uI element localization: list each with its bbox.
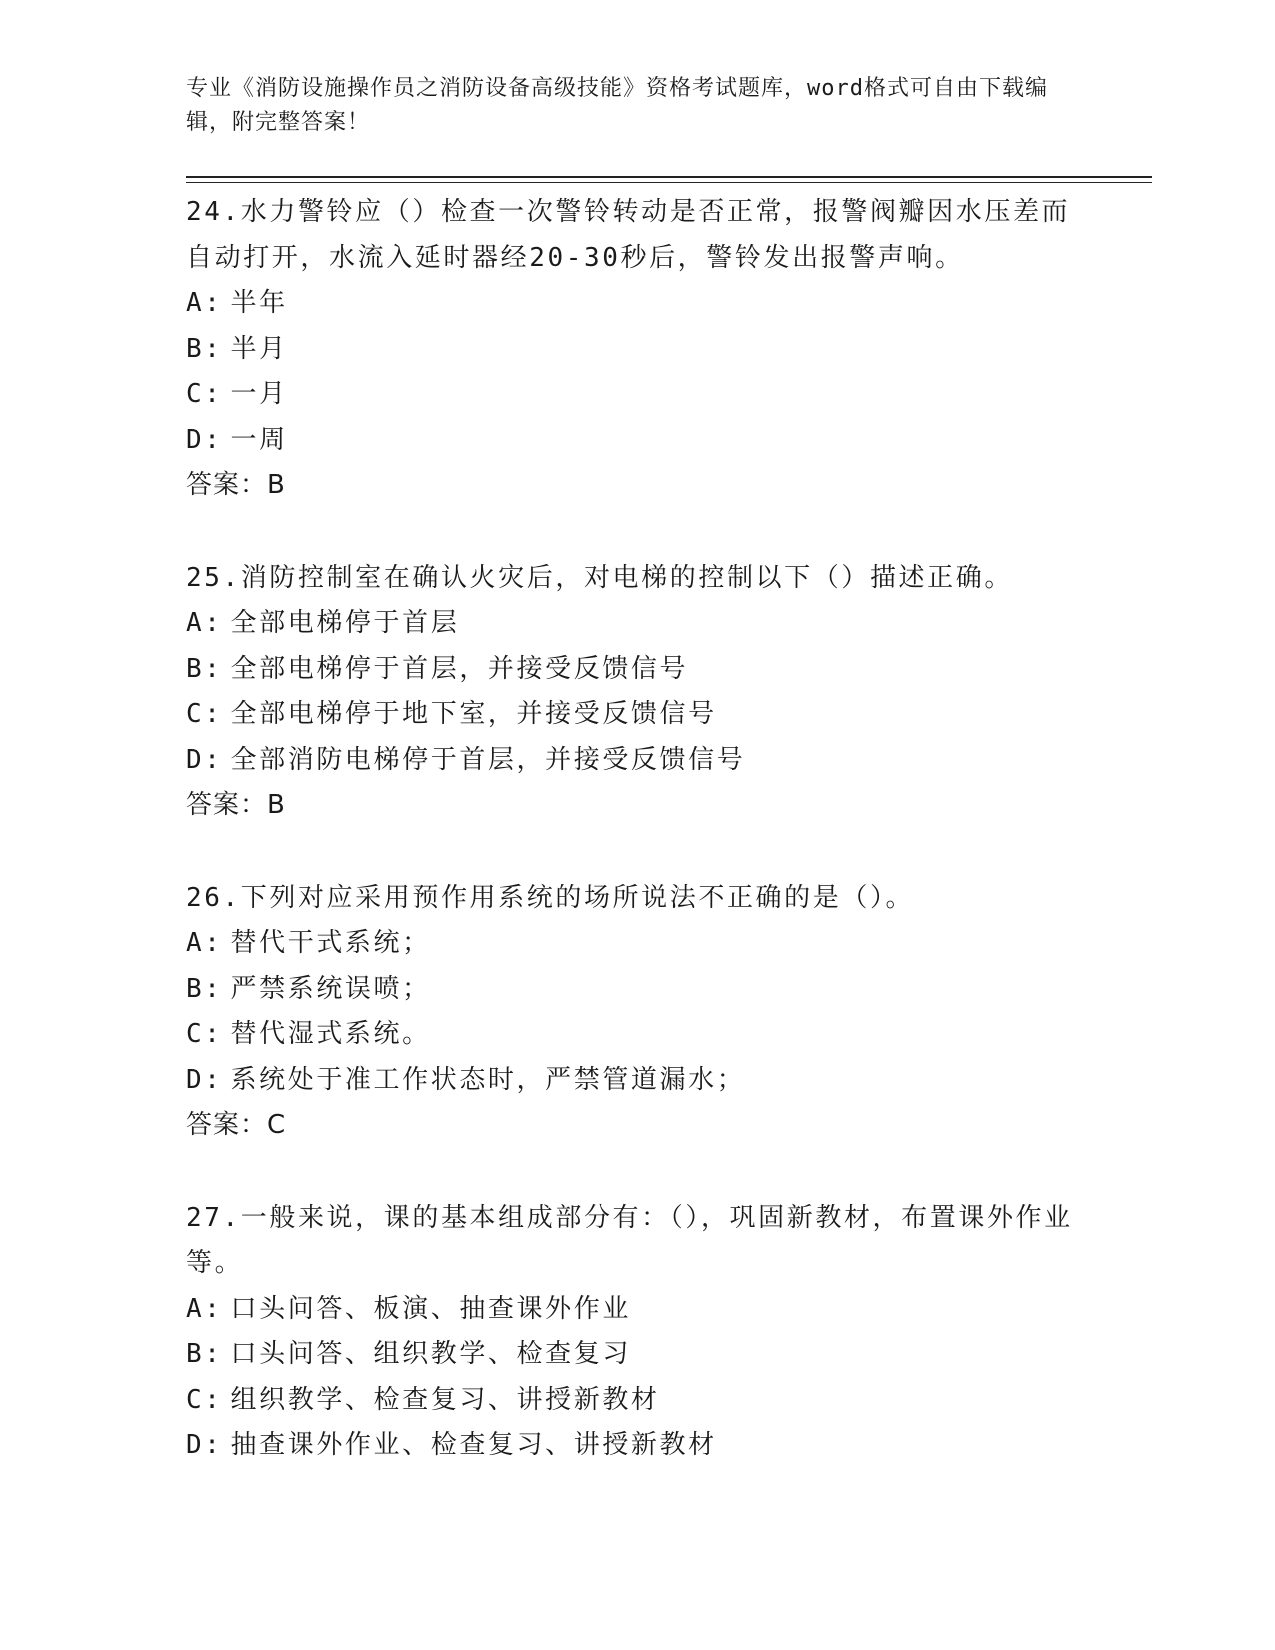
option-a [186, 281, 1086, 327]
option-text: 全部电梯停于地下室，并接受反馈信号 [230, 699, 717, 729]
option-key: B: [186, 1339, 223, 1369]
option-text: 全部消防电梯停于首层，并接受反馈信号 [230, 744, 746, 775]
option-key: C: [186, 699, 223, 729]
option-c [186, 1012, 1086, 1058]
question-24 [186, 190, 1086, 509]
option-c [186, 1378, 1086, 1424]
option-c [186, 372, 1086, 418]
option-text: 口头问答、组织教学、检查复习 [230, 1339, 631, 1369]
option-key: A: [186, 288, 223, 318]
document-header: 专业《消防设施操作员之消防设备高级技能》资格考试题库，word格式可自由下载编辑，附完整答案！ [186, 76, 1048, 135]
option-key: B: [186, 333, 223, 364]
option-a [186, 1287, 1086, 1333]
option-key: D: [186, 744, 223, 775]
question-26 [186, 876, 1086, 1149]
option-text: 替代湿式系统。 [230, 1019, 431, 1049]
option-key: B: [186, 653, 223, 684]
option-text: 全部电梯停于首层，并接受反馈信号 [230, 653, 689, 684]
option-text: 半年 [230, 288, 288, 318]
option-b [186, 327, 1086, 373]
question-stem: 25.消防控制室在确认火灾后，对电梯的控制以下（）描述正确。 [186, 562, 1013, 593]
option-key: D: [186, 424, 223, 455]
option-a [186, 921, 1086, 967]
option-b [186, 967, 1086, 1013]
option-key: B: [186, 973, 223, 1004]
option-b [186, 1332, 1086, 1378]
option-key: A: [186, 928, 223, 958]
option-text: 全部电梯停于首层 [230, 608, 460, 638]
option-a [186, 601, 1086, 647]
option-c [186, 692, 1086, 738]
question-27 [186, 1196, 1086, 1469]
option-text: 一周 [230, 424, 288, 455]
option-d [186, 418, 1086, 464]
option-text: 严禁系统误喷； [230, 973, 431, 1004]
header-divider-thick [186, 176, 1152, 178]
answer-line: 答案：B [186, 470, 286, 500]
option-text: 抽查课外作业、检查复习、讲授新教材 [230, 1430, 717, 1460]
answer-line: 答案：C [186, 1110, 287, 1140]
question-stem: 26.下列对应采用预作用系统的场所说法不正确的是（）。 [186, 882, 915, 913]
option-text: 替代干式系统； [230, 928, 431, 958]
option-d [186, 1423, 1086, 1469]
option-key: C: [186, 1384, 223, 1415]
option-text: 系统处于准工作状态时，严禁管道漏水； [230, 1064, 746, 1095]
question-stem: 27.一般来说，课的基本组成部分有：（），巩固新教材，布置课外作业等。 [186, 1202, 1073, 1278]
option-text: 半月 [230, 333, 288, 364]
option-d [186, 1058, 1086, 1104]
option-text: 口头问答、板演、抽查课外作业 [230, 1293, 631, 1324]
option-b [186, 647, 1086, 693]
answer-line: 答案：B [186, 790, 286, 820]
option-key: C: [186, 379, 223, 409]
option-key: D: [186, 1430, 223, 1460]
option-key: A: [186, 608, 223, 638]
question-list [186, 190, 1086, 1516]
option-text: 一月 [230, 379, 288, 409]
option-text: 组织教学、检查复习、讲授新教材 [230, 1384, 660, 1415]
option-key: D: [186, 1064, 223, 1095]
option-d [186, 738, 1086, 784]
option-key: A: [186, 1293, 223, 1324]
question-stem: 24.水力警铃应（）检查一次警铃转动是否正常，报警阀瓣因水压差而自动打开，水流入延时器经20-30秒后，警铃发出报警声响。 [186, 197, 1071, 273]
header-divider-thin [186, 182, 1152, 183]
question-25 [186, 556, 1086, 829]
option-key: C: [186, 1019, 223, 1049]
